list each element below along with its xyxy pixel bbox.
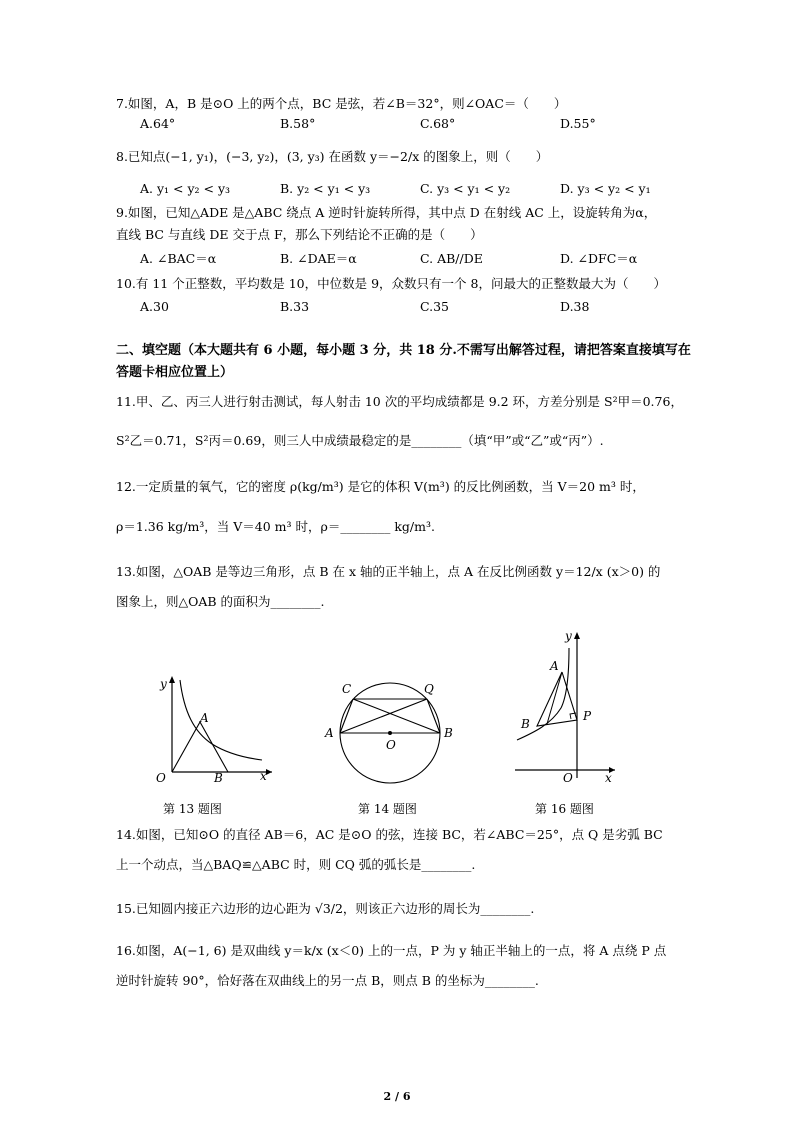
figure-13-caption: 第 13 题图 bbox=[163, 802, 222, 816]
q10-option-c: C.35 bbox=[420, 299, 449, 314]
page-number: 2 / 6 bbox=[383, 1090, 411, 1103]
label-a: A bbox=[325, 726, 334, 740]
label-b: B bbox=[521, 717, 530, 731]
label-a: A bbox=[550, 659, 559, 673]
chord-ac bbox=[340, 699, 353, 733]
label-o: O bbox=[563, 771, 573, 785]
q8-option-a: A. y₁ < y₂ < y₃ bbox=[140, 181, 231, 196]
figure-16 bbox=[505, 628, 625, 788]
q9-line1: 9.如图，已知△ADE 是△ABC 绕点 A 逆时针旋转所得，其中点 D 在射线 AC 上，设旋转角为α， bbox=[116, 205, 657, 220]
label-o: O bbox=[156, 771, 166, 784]
label-q: Q bbox=[424, 682, 434, 696]
q16-line2: 逆时针旋转 90°，恰好落在双曲线上的另一点 B，则点 B 的坐标为________. bbox=[116, 973, 539, 988]
section2-heading: 二、填空题（本大题共有 6 小题，每小题 3 分，共 18 分.不需写出解答过程，请把答案直接填写在答题卡相应位置上） bbox=[116, 343, 691, 380]
chord-cb bbox=[353, 699, 440, 733]
label-x: x bbox=[260, 769, 267, 783]
q13-line1: 13.如图，△OAB 是等边三角形，点 B 在 x 轴的正半轴上，点 A 在反比例函数 y＝12/x (x＞0) 的 bbox=[116, 564, 661, 579]
q12-line2: ρ＝1.36 kg/m³，当 V＝40 m³ 时，ρ＝________ kg/m³. bbox=[116, 519, 435, 534]
triangle-oab bbox=[172, 722, 228, 772]
q11-line2: S²乙＝0.71，S²丙＝0.69，则三人中成绩最稳定的是________（填“甲”或“乙”或“丙”）. bbox=[116, 433, 604, 448]
q9-option-a: A. ∠BAC＝α bbox=[140, 251, 217, 266]
label-b: B bbox=[444, 726, 453, 740]
q10-option-a: A.30 bbox=[140, 299, 169, 314]
q8-option-c: C. y₃ < y₁ < y₂ bbox=[420, 181, 511, 196]
q8-option-d: D. y₃ < y₂ < y₁ bbox=[560, 181, 651, 196]
q8-text: 8.已知点(−1, y₁)，(−3, y₂)，(3, y₃) 在函数 y＝−2/x 的图象上，则（ ） bbox=[116, 149, 549, 164]
chord-qb bbox=[427, 699, 440, 733]
label-x: x bbox=[605, 771, 612, 785]
q14-line1: 14.如图，已知⊙O 的直径 AB＝6，AC 是⊙O 的弦，连接 BC，若∠ABC＝25°，点 Q 是劣弧 BC bbox=[116, 827, 663, 842]
q12-line1: 12.一定质量的氧气，它的密度 ρ(kg/m³) 是它的体积 V(m³) 的反比例函数，当 V＝20 m³ 时， bbox=[116, 479, 645, 494]
label-b: B bbox=[214, 771, 223, 784]
figure-14-caption: 第 14 题图 bbox=[358, 802, 417, 816]
q10-option-b: B.33 bbox=[280, 299, 310, 314]
q11-line1: 11.甲、乙、丙三人进行射击测试，每人射击 10 次的平均成绩都是 9.2 环，方差分别是 S²甲＝0.76， bbox=[116, 394, 683, 409]
q9-line2: 直线 BC 与直线 DE 交于点 F，那么下列结论不正确的是（ ） bbox=[116, 227, 483, 242]
x-axis-arrow bbox=[266, 769, 272, 775]
q7-option-c: C.68° bbox=[420, 116, 456, 131]
q14-line2: 上一个动点，当△BAQ≌△ABC 时，则 CQ 弧的弧长是________. bbox=[116, 857, 476, 872]
q7-option-d: D.55° bbox=[560, 116, 596, 131]
chord-aq bbox=[340, 699, 427, 733]
label-y: y bbox=[160, 677, 167, 691]
q9-option-c: C. AB//DE bbox=[420, 251, 483, 266]
q16-line1: 16.如图，A(−1, 6) 是双曲线 y＝k/x (x＜0) 上的一点，P 为 y 轴正半轴上的一点，将 A 点绕 P 点 bbox=[116, 943, 667, 958]
figure-13 bbox=[150, 672, 280, 784]
label-a: A bbox=[200, 711, 209, 725]
label-c: C bbox=[342, 682, 352, 696]
q7-text: 7.如图，A，B 是⊙O 上的两个点，BC 是弦，若∠B＝32°，则∠OAC＝（ ） bbox=[116, 96, 567, 111]
hyperbola-curve bbox=[180, 680, 262, 760]
q10-text: 10.有 11 个正整数，平均数是 10，中位数是 9，众数只有一个 8，问最大的正整数最大为（ ） bbox=[116, 276, 666, 291]
q8-option-b: B. y₂ < y₁ < y₃ bbox=[280, 181, 371, 196]
label-o: O bbox=[386, 738, 396, 752]
q7-option-b: B.58° bbox=[280, 116, 316, 131]
q13-line2: 图象上，则△OAB 的面积为________. bbox=[116, 594, 325, 609]
q9-option-b: B. ∠DAE＝α bbox=[280, 251, 357, 266]
label-y: y bbox=[565, 629, 572, 643]
q15-text: 15.已知圆内接正六边形的边心距为 √3/2，则该正六边形的周长为________. bbox=[116, 901, 535, 916]
center-point bbox=[388, 731, 392, 735]
q9-option-d: D. ∠DFC＝α bbox=[560, 251, 638, 266]
q10-option-d: D.38 bbox=[560, 299, 590, 314]
q7-option-a: A.64° bbox=[140, 116, 176, 131]
figure-16-caption: 第 16 题图 bbox=[535, 802, 594, 816]
y-axis-arrow bbox=[574, 632, 580, 639]
y-axis-arrow bbox=[169, 676, 175, 683]
label-p: P bbox=[583, 709, 592, 723]
figure-14 bbox=[320, 675, 460, 790]
